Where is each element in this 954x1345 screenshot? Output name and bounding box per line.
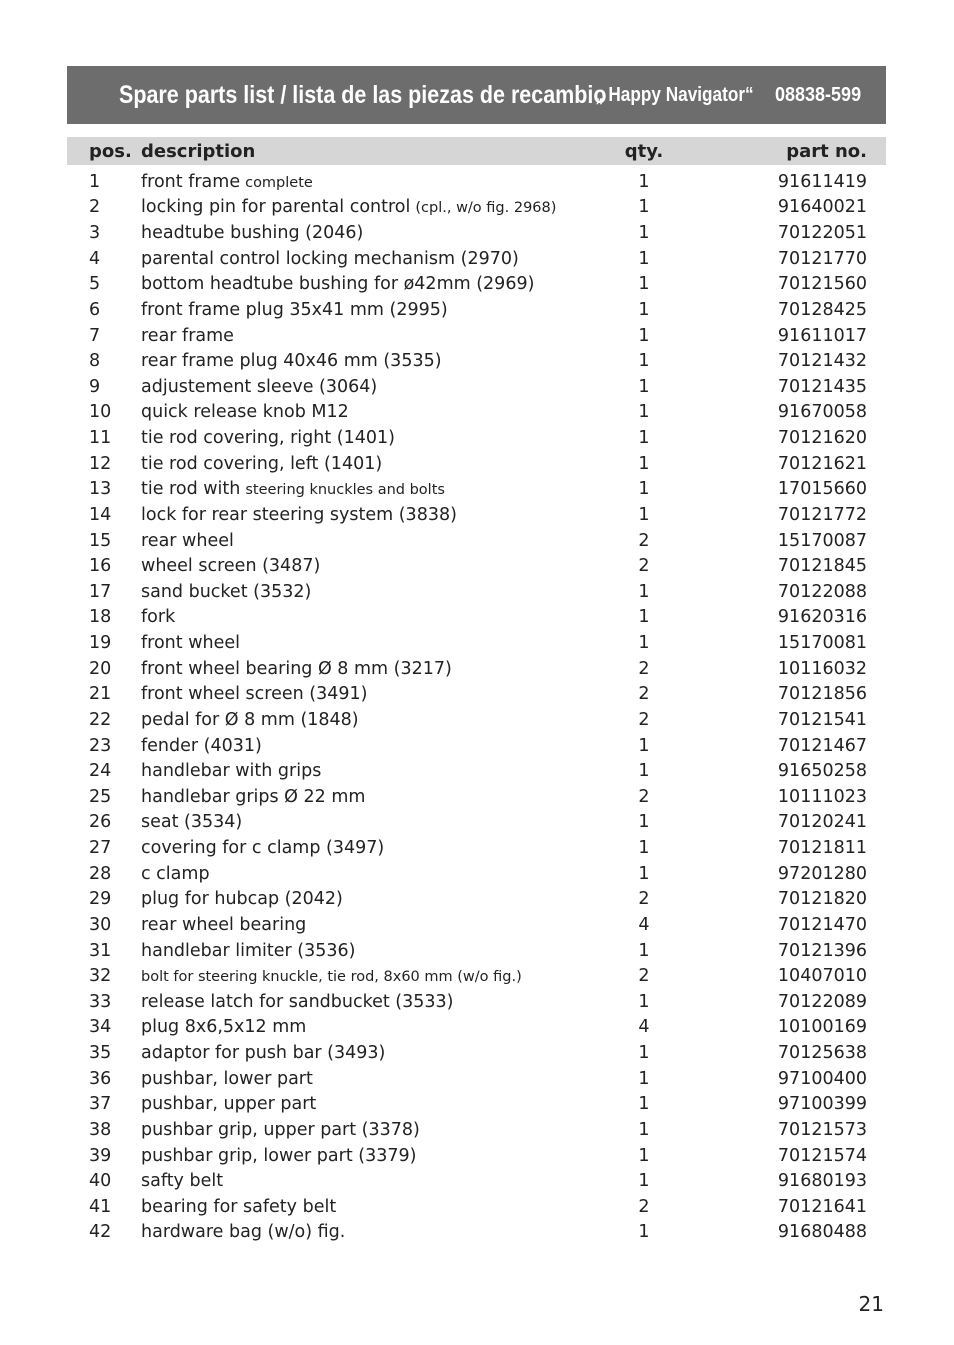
cell-qty: 1 <box>638 171 650 192</box>
cell-description <box>141 989 611 1015</box>
description-text: quick release knob M12 <box>141 402 349 423</box>
cell-description <box>141 656 611 682</box>
cell-part-no: 70121470 <box>677 912 886 938</box>
table-row <box>67 656 886 682</box>
cell-part-no: 91611419 <box>777 171 867 192</box>
description-text: sand bucket (3532) <box>141 581 312 602</box>
table-row <box>67 220 886 246</box>
cell-part-no: 70121641 <box>777 1196 867 1217</box>
table-row <box>67 374 886 400</box>
cell-part-no: 70122088 <box>777 581 867 602</box>
cell-description <box>141 887 611 913</box>
description-text: release latch for sandbucket (3533) <box>141 991 454 1012</box>
cell-pos: 6 <box>67 297 141 323</box>
cell-pos: 35 <box>89 1043 112 1064</box>
cell-qty: 1 <box>638 428 650 449</box>
cell-part-no: 15170081 <box>777 633 867 654</box>
cell-description <box>141 912 611 938</box>
cell-qty: 4 <box>611 1015 677 1041</box>
cell-description <box>141 1066 611 1092</box>
description-text: covering for c clamp (3497) <box>141 838 385 859</box>
cell-pos: 2 <box>67 195 141 221</box>
cell-pos: 16 <box>67 553 141 579</box>
description-note: complete <box>245 174 313 191</box>
cell-pos: 3 <box>89 223 101 244</box>
cell-qty: 2 <box>638 786 650 807</box>
table-row <box>67 758 886 784</box>
cell-part-no: 70121620 <box>777 428 867 449</box>
cell-part-no: 70121435 <box>777 376 867 397</box>
cell-description <box>141 810 611 836</box>
cell-qty: 1 <box>638 735 650 756</box>
cell-description <box>141 425 611 451</box>
cell-pos: 27 <box>89 838 112 859</box>
cell-part-no: 91611017 <box>777 325 867 346</box>
product-code: 08838-599 <box>775 83 862 106</box>
cell-pos: 15 <box>89 530 112 551</box>
cell-qty: 1 <box>611 861 677 887</box>
cell-qty: 1 <box>611 1066 677 1092</box>
cell-description <box>141 220 611 246</box>
cell-pos: 22 <box>67 707 141 733</box>
description-text: bearing for safety belt <box>141 1196 337 1217</box>
cell-pos: 30 <box>67 912 141 938</box>
cell-part-no: 70121467 <box>777 735 867 756</box>
description-text: plug for hubcap (2042) <box>141 889 343 910</box>
cell-pos: 10 <box>67 400 141 426</box>
cell-pos: 7 <box>89 325 101 346</box>
table-row <box>67 1168 886 1194</box>
table-row <box>67 784 886 810</box>
cell-pos: 40 <box>67 1168 141 1194</box>
cell-pos: 25 <box>89 786 112 807</box>
page-number: 21 <box>858 1292 884 1316</box>
table-row <box>67 963 886 989</box>
cell-pos: 32 <box>67 963 141 989</box>
description-text: front wheel screen (3491) <box>141 684 368 705</box>
cell-qty: 1 <box>611 810 677 836</box>
cell-qty: 1 <box>638 838 650 859</box>
cell-qty: 1 <box>611 605 677 631</box>
cell-part-no: 10407010 <box>677 963 886 989</box>
cell-qty: 1 <box>638 940 650 961</box>
cell-pos: 1 <box>89 171 101 192</box>
description-text: plug 8x6,5x12 mm <box>141 1017 307 1038</box>
table-row <box>67 810 886 836</box>
cell-description <box>141 758 611 784</box>
cell-qty: 2 <box>638 1196 650 1217</box>
cell-description <box>141 835 611 861</box>
description-text: pushbar, upper part <box>141 1094 317 1115</box>
parts-table-body <box>67 165 886 1245</box>
description-text: lock for rear steering system (3838) <box>141 504 457 525</box>
column-header-description: description <box>141 137 611 165</box>
cell-pos: 31 <box>89 940 112 961</box>
table-row <box>67 1040 886 1066</box>
cell-qty: 1 <box>638 991 650 1012</box>
cell-qty: 4 <box>611 912 677 938</box>
cell-description <box>141 963 611 989</box>
table-row <box>67 502 886 528</box>
cell-description <box>141 938 611 964</box>
cell-pos: 36 <box>67 1066 141 1092</box>
cell-qty: 1 <box>638 376 650 397</box>
cell-description <box>141 784 611 810</box>
cell-pos: 38 <box>67 1117 141 1143</box>
description-note: (cpl., w/o fig. 2968) <box>415 200 557 217</box>
cell-description <box>141 1040 611 1066</box>
table-row <box>67 553 886 579</box>
cell-part-no: 97100400 <box>677 1066 886 1092</box>
cell-description <box>141 579 611 605</box>
cell-part-no: 70121541 <box>677 707 886 733</box>
table-row <box>67 323 886 349</box>
cell-description <box>141 169 611 195</box>
description-text: fork <box>141 607 176 628</box>
cell-pos: 39 <box>89 1145 112 1166</box>
description-text: tie rod with <box>141 479 241 500</box>
table-row <box>67 861 886 887</box>
column-header-pos: pos. <box>67 137 141 165</box>
cell-qty: 1 <box>638 633 650 654</box>
table-row <box>67 835 886 861</box>
cell-description <box>141 1143 611 1169</box>
description-text: pedal for Ø 8 mm (1848) <box>141 709 359 730</box>
cell-part-no: 91640021 <box>677 195 886 221</box>
cell-qty: 1 <box>638 274 650 295</box>
cell-qty: 1 <box>638 1145 650 1166</box>
cell-pos: 9 <box>89 376 101 397</box>
cell-part-no: 70121621 <box>677 451 886 477</box>
description-text: rear wheel bearing <box>141 914 307 935</box>
table-row <box>67 938 886 964</box>
parts-table <box>67 137 886 1245</box>
table-row <box>67 272 886 298</box>
cell-qty: 1 <box>638 581 650 602</box>
cell-part-no: 70121573 <box>677 1117 886 1143</box>
table-row <box>67 477 886 503</box>
cell-part-no: 70121856 <box>777 684 867 705</box>
description-text: c clamp <box>141 863 210 884</box>
description-text: rear wheel <box>141 530 234 551</box>
cell-description <box>141 1168 611 1194</box>
cell-part-no: 91620316 <box>677 605 886 631</box>
cell-part-no: 10100169 <box>677 1015 886 1041</box>
cell-pos: 14 <box>67 502 141 528</box>
cell-pos: 26 <box>67 810 141 836</box>
cell-qty: 1 <box>611 1117 677 1143</box>
description-text: fender (4031) <box>141 735 262 756</box>
cell-pos: 33 <box>89 991 112 1012</box>
table-row <box>67 733 886 759</box>
cell-description <box>141 297 611 323</box>
description-text: pushbar grip, lower part (3379) <box>141 1145 417 1166</box>
cell-part-no: 70121432 <box>677 348 886 374</box>
cell-description <box>141 528 611 554</box>
table-row <box>67 246 886 272</box>
description-text: handlebar with grips <box>141 761 322 782</box>
table-row <box>67 400 886 426</box>
cell-description <box>141 1220 611 1246</box>
description-text: adaptor for push bar (3493) <box>141 1043 386 1064</box>
cell-part-no: 70121845 <box>677 553 886 579</box>
cell-description <box>141 195 611 221</box>
cell-qty: 1 <box>611 297 677 323</box>
cell-description <box>141 374 611 400</box>
cell-qty: 1 <box>638 325 650 346</box>
cell-description <box>141 1015 611 1041</box>
table-row <box>67 1066 886 1092</box>
cell-part-no: 91680193 <box>677 1168 886 1194</box>
cell-pos: 12 <box>67 451 141 477</box>
product-name: „ Happy Navigator“ <box>595 83 754 106</box>
cell-part-no: 10111023 <box>777 786 867 807</box>
cell-description <box>141 246 611 272</box>
cell-part-no: 97100399 <box>777 1094 867 1115</box>
table-row <box>67 348 886 374</box>
table-row <box>67 169 886 195</box>
cell-pos: 37 <box>89 1094 112 1115</box>
table-row <box>67 297 886 323</box>
cell-part-no: 70122051 <box>777 223 867 244</box>
cell-description <box>141 707 611 733</box>
column-header-qty: qty. <box>611 137 677 165</box>
description-text: seat (3534) <box>141 812 243 833</box>
cell-description <box>141 502 611 528</box>
cell-description <box>141 861 611 887</box>
description-text: front wheel bearing Ø 8 mm (3217) <box>141 658 452 679</box>
description-text: rear frame <box>141 325 234 346</box>
table-row <box>67 605 886 631</box>
cell-pos: 23 <box>89 735 112 756</box>
cell-qty: 1 <box>611 400 677 426</box>
cell-qty: 1 <box>611 758 677 784</box>
cell-pos: 11 <box>89 428 112 449</box>
cell-pos: 41 <box>89 1196 112 1217</box>
table-row <box>67 912 886 938</box>
description-note: bolt for steering knuckle, tie rod, 8x60 mm (w/o fig.) <box>141 969 522 986</box>
description-text: bottom headtube bushing for ø42mm (2969) <box>141 274 535 295</box>
cell-part-no: 70121820 <box>777 889 867 910</box>
cell-qty: 2 <box>611 656 677 682</box>
cell-pos: 13 <box>89 479 112 500</box>
description-text: tie rod covering, left (1401) <box>141 453 383 474</box>
cell-part-no: 70128425 <box>677 297 886 323</box>
cell-part-no: 70125638 <box>777 1043 867 1064</box>
cell-description <box>141 348 611 374</box>
table-row <box>67 1015 886 1041</box>
cell-description <box>141 1092 611 1118</box>
description-text: front frame <box>141 171 241 192</box>
description-text: handlebar limiter (3536) <box>141 940 356 961</box>
description-text: headtube bushing (2046) <box>141 223 364 244</box>
table-row <box>67 1220 886 1246</box>
description-text: parental control locking mechanism (2970) <box>141 248 519 269</box>
cell-description <box>141 477 611 503</box>
cell-pos: 24 <box>67 758 141 784</box>
cell-description <box>141 682 611 708</box>
cell-part-no: 15170087 <box>777 530 867 551</box>
cell-qty: 2 <box>638 684 650 705</box>
cell-part-no: 91650258 <box>677 758 886 784</box>
cell-description <box>141 630 611 656</box>
header-banner <box>67 66 886 124</box>
cell-pos: 34 <box>67 1015 141 1041</box>
table-row <box>67 989 886 1015</box>
cell-pos: 42 <box>67 1220 141 1246</box>
cell-pos: 19 <box>89 633 112 654</box>
table-header-row <box>67 137 886 165</box>
cell-part-no: 70121770 <box>677 246 886 272</box>
cell-description <box>141 1117 611 1143</box>
description-text: handlebar grips Ø 22 mm <box>141 786 366 807</box>
cell-description <box>141 1194 611 1220</box>
description-text: pushbar, lower part <box>141 1068 313 1089</box>
cell-qty: 1 <box>611 348 677 374</box>
cell-part-no: 70121396 <box>777 940 867 961</box>
table-row <box>67 451 886 477</box>
cell-pos: 8 <box>67 348 141 374</box>
table-row <box>67 195 886 221</box>
table-row <box>67 1143 886 1169</box>
cell-qty: 1 <box>611 195 677 221</box>
description-text: safty belt <box>141 1171 224 1192</box>
cell-qty: 1 <box>638 479 650 500</box>
table-row <box>67 630 886 656</box>
cell-description <box>141 323 611 349</box>
cell-part-no: 97201280 <box>677 861 886 887</box>
cell-part-no: 91670058 <box>677 400 886 426</box>
cell-part-no: 70121560 <box>777 274 867 295</box>
description-text: tie rod covering, right (1401) <box>141 428 395 449</box>
cell-part-no: 70121811 <box>777 838 867 859</box>
cell-qty: 1 <box>638 1043 650 1064</box>
cell-pos: 5 <box>89 274 101 295</box>
table-row <box>67 682 886 708</box>
cell-qty: 2 <box>638 889 650 910</box>
cell-description <box>141 553 611 579</box>
cell-description <box>141 605 611 631</box>
cell-pos: 20 <box>67 656 141 682</box>
cell-part-no: 17015660 <box>777 479 867 500</box>
cell-qty: 2 <box>638 530 650 551</box>
description-text: front wheel <box>141 633 240 654</box>
cell-description <box>141 272 611 298</box>
description-text: pushbar grip, upper part (3378) <box>141 1119 420 1140</box>
cell-qty: 1 <box>611 1220 677 1246</box>
description-text: rear frame plug 40x46 mm (3535) <box>141 351 442 372</box>
cell-part-no: 70121574 <box>777 1145 867 1166</box>
page-title: Spare parts list / lista de las piezas de recambio <box>119 80 607 109</box>
description-text: hardware bag (w/o) fig. <box>141 1222 346 1243</box>
cell-part-no: 70121772 <box>677 502 886 528</box>
table-row <box>67 887 886 913</box>
table-row <box>67 1194 886 1220</box>
table-row <box>67 707 886 733</box>
description-text: front frame plug 35x41 mm (2995) <box>141 299 448 320</box>
table-row <box>67 425 886 451</box>
description-note: steering knuckles and bolts <box>245 482 445 499</box>
cell-pos: 4 <box>67 246 141 272</box>
table-row <box>67 579 886 605</box>
cell-pos: 29 <box>89 889 112 910</box>
cell-description <box>141 400 611 426</box>
cell-qty: 1 <box>611 451 677 477</box>
cell-qty: 1 <box>638 223 650 244</box>
description-text: adjustement sleeve (3064) <box>141 376 378 397</box>
cell-qty: 2 <box>611 553 677 579</box>
cell-pos: 21 <box>89 684 112 705</box>
table-row <box>67 1117 886 1143</box>
cell-part-no: 10116032 <box>677 656 886 682</box>
cell-pos: 17 <box>89 581 112 602</box>
cell-qty: 1 <box>611 502 677 528</box>
table-row <box>67 528 886 554</box>
cell-qty: 1 <box>638 1094 650 1115</box>
table-row <box>67 1092 886 1118</box>
cell-qty: 1 <box>611 1168 677 1194</box>
description-text: locking pin for parental control <box>141 197 411 218</box>
column-header-part-no: part no. <box>677 137 886 165</box>
cell-part-no: 70122089 <box>777 991 867 1012</box>
cell-description <box>141 451 611 477</box>
cell-pos: 28 <box>67 861 141 887</box>
cell-qty: 2 <box>611 707 677 733</box>
cell-qty: 2 <box>611 963 677 989</box>
cell-part-no: 91680488 <box>677 1220 886 1246</box>
cell-pos: 18 <box>67 605 141 631</box>
cell-part-no: 70120241 <box>677 810 886 836</box>
cell-description <box>141 733 611 759</box>
description-text: wheel screen (3487) <box>141 556 321 577</box>
cell-qty: 1 <box>611 246 677 272</box>
